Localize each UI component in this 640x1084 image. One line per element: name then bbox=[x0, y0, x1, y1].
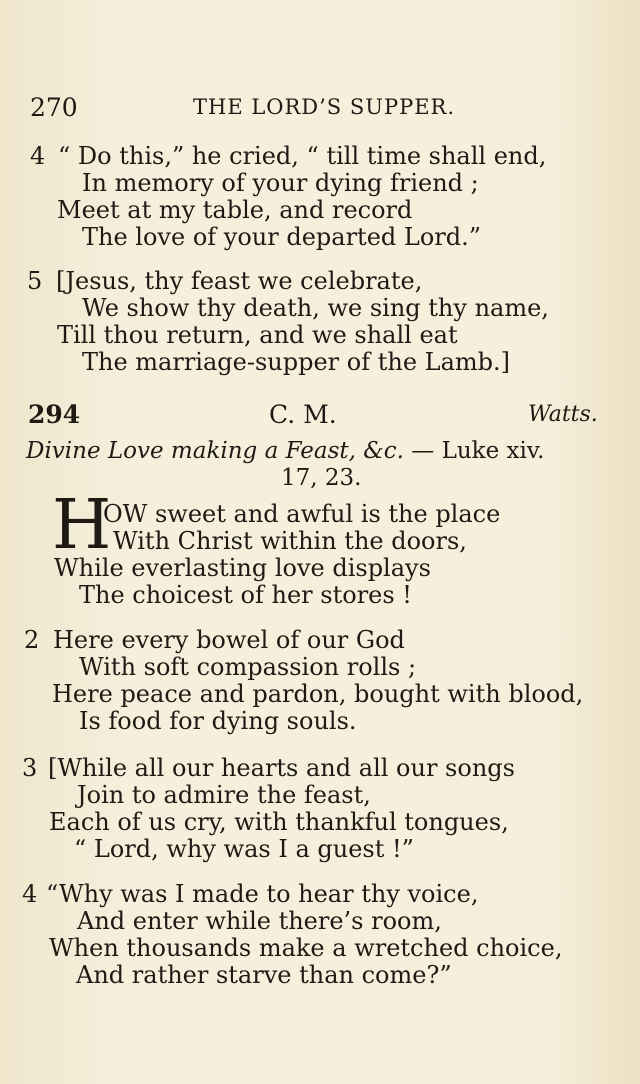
verse-line: Till thou return, and we shall eat bbox=[57, 321, 458, 349]
verse-line: When thousands make a wretched choice, bbox=[49, 934, 563, 962]
verse-line: The marriage-supper of the Lamb.] bbox=[82, 348, 511, 376]
verse-number: 5 bbox=[27, 267, 43, 295]
hymn-author: Watts. bbox=[528, 402, 598, 427]
drop-cap: H bbox=[52, 486, 112, 565]
verse-line: We show thy death, we sing thy name, bbox=[82, 294, 549, 322]
verse-line: Here peace and pardon, bought with blood, bbox=[52, 680, 584, 708]
verse-line: Is food for dying souls. bbox=[79, 707, 357, 735]
verse-number: 4 bbox=[22, 880, 38, 908]
verse-line: [Jesus, thy feast we celebrate, bbox=[56, 267, 423, 295]
verse-line: And enter while there’s room, bbox=[77, 907, 442, 935]
verse-line: “ Lord, why was I a guest !” bbox=[74, 835, 414, 863]
verse-line: While everlasting love displays bbox=[54, 554, 431, 582]
subtitle-reference: — Luke xiv. bbox=[403, 438, 545, 464]
verse-line: “Why was I made to hear thy voice, bbox=[46, 880, 479, 908]
subtitle-reference-verses: 17, 23. bbox=[281, 465, 362, 491]
verse-line: And rather starve than come?” bbox=[76, 961, 452, 989]
hymn-subtitle bbox=[26, 438, 544, 464]
verse-line: [While all our hearts and all our songs bbox=[48, 754, 515, 782]
verse-line: “ Do this,” he cried, “ till time shall end, bbox=[58, 142, 547, 170]
verse-number: 2 bbox=[24, 626, 40, 654]
running-title: THE LORD’S SUPPER. bbox=[193, 95, 456, 119]
verse-number: 3 bbox=[22, 754, 38, 782]
verse-line: With Christ within the doors, bbox=[113, 527, 467, 555]
page-header bbox=[30, 93, 600, 123]
verse-line: OW sweet and awful is the place bbox=[103, 500, 501, 528]
verse-line: Here every bowel of our God bbox=[53, 626, 405, 654]
verse-line: In memory of your dying friend ; bbox=[82, 169, 479, 197]
page-number: 270 bbox=[30, 93, 78, 122]
verse-line: Meet at my table, and record bbox=[57, 196, 413, 224]
hymn-meter: C. M. bbox=[269, 400, 337, 429]
verse-line: Join to admire the feast, bbox=[77, 781, 371, 809]
verse-line: Each of us cry, with thankful tongues, bbox=[49, 808, 509, 836]
verse-line: With soft compassion rolls ; bbox=[79, 653, 417, 681]
verse-line: The choicest of her stores ! bbox=[79, 581, 412, 609]
verse-number: 4 bbox=[30, 142, 46, 170]
subtitle-italic: Divine Love making a Feast, &c. bbox=[26, 438, 404, 464]
hymn-number: 294 bbox=[28, 400, 81, 429]
verse-line: The love of your departed Lord.” bbox=[82, 223, 482, 251]
